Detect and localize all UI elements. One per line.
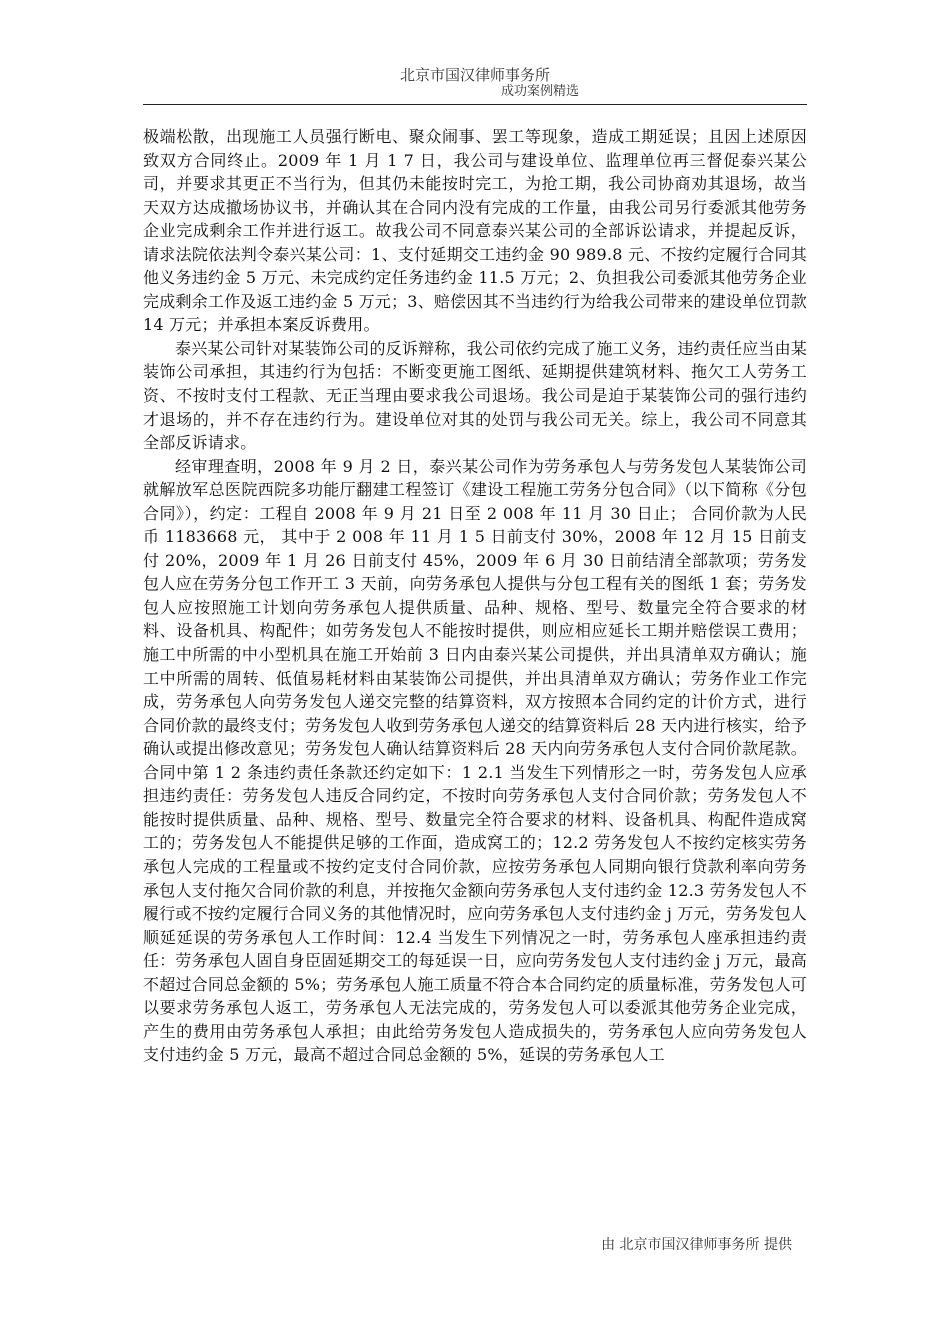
paragraph-findings: 经审理查明，2008 年 9 月 2 日，泰兴某公司作为劳务承包人与劳务发包人某装饰公司就解放军总医院西院多功能厅翻建工程签订《建设工程施工劳务分包合同》（以下简称《分包合同》），约定：工程自 2008 年 9 月 21 日至 2 008 年 11 月 30 日止； 合同价款为人民币 1183668 元， 其中于 2 008 年 11 月 1 5 日前支付 30%，2008 年 12 月 15 日前支付 20%，2009 年 1 月 26 日前支付 45%，2009 年 6 月 30 日前结清全部款项；劳务发包人应在劳务分包工作开工 3 天前，向劳务承包人提供与分包工程有关的图纸 1 套；劳务发包人应按照施工计划向劳务承包人提供质量、品种、规格、型号、数量完全符合要求的材料、设备机具、构配件；如劳务发包人不能按时提供，则应相应延长工期并赔偿误工费用；施工中所需的中小型机具在施工开始前 3 日内由泰兴某公司提供，并出具清单双方确认；施工中所需的周转、低值易耗材料由某装饰公司提供，并出具清单双方确认；劳务作业工作完成，劳务承包人向劳务发包人递交完整的结算资料，双方按照本合同约定的计价方式，进行合同价款的最终支付；劳务发包人收到劳务承包人递交的结算资料后 28 天内进行核实，给予确认或提出修改意见；劳务发包人确认结算资料后 28 天内向劳务承包人支付合同价款尾款。合同中第 1 2 条违约责任条款还约定如下：1 2.1 当发生下列情形之一时，劳务发包人应承担违约责任：劳务发包人违反合同约定，不按时向劳务承包人支付合同价款；劳务发包人不能按时提供质量、品种、规格、型号、数量完全符合要求的材料、设备机具、构配件造成窝工的；劳务发包人不能提供足够的工作面，造成窝工的；12.2 劳务发包人不按约定核实劳务承包人完成的工程量或不按约定支付合同价款，应按劳务承包人同期向银行贷款利率向劳务承包人支付拖欠合同价款的利息，并按拖欠金额向劳务承包人支付违约金 12.3 劳务发包人不履行或不按约定履行合同义务的其他情况时，应向劳务承包人支付违约金 j 万元，劳务发包人顺延延误的劳务承包人工作时间：12.4 当发生下列情况之一时，劳务承包人座承担违约责任：劳务承包人固自身臣固延期交工的每延误一日，应向劳务发包人支付违约金 j 万元，最高不超过合同总金额的 5%；劳务承包人施工质量不符合本合同约定的质量标准，劳务发包人可以要求劳务承包人返工，劳务承包人无法完成的，劳务发包人可以委派其他劳务企业完成，产生的费用由劳务承包人承担；由此给劳务发包人造成损失的，劳务承包人应向劳务发包人支付违约金 5 万元，最高不超过合同总金额的 5%，延误的劳务承包人工 <box>143 456 807 1065</box>
paragraph-continued: 极端松散，出现施工人员强行断电、聚众闹事、罢工等现象，造成工期延误；且因上述原因致双方合同终止。2009 年 1 月 1 7 日，我公司与建设单位、监理单位再三督促泰兴某公司，并要求其更正不当行为，但其仍未能按时完工，为抢工期，我公司协商劝其退场，故当天双方达成撤场协议书，并确认其在合同内没有完成的工作量，由我公司另行委派其他劳务企业完成剩余工作并进行返工。故我公司不同意泰兴某公司的全部诉讼请求，并提起反诉，请求法院依法判令泰兴某公司：1、支付延期交工违约金 90 989.8 元、不按约定履行合同其他义务违约金 5 万元、未完成约定任务违约金 11.5 万元；2、负担我公司委派其他劳务企业完成剩余工作及返工违约金 5 万元；3、赔偿因其不当违约行为给我公司带来的建设单位罚款 14 万元；并承担本案反诉费用。 <box>143 127 807 335</box>
page-header <box>143 66 807 105</box>
paragraph-defense: 泰兴某公司针对某装饰公司的反诉辩称，我公司依约完成了施工义务，违约责任应当由某装饰公司承担，其违约行为包括：不断变更施工图纸、延期提供建筑材料、拖欠工人劳务工资、不按时支付工程款、无正当理由要求我公司退场。我公司是迫于某装饰公司的强行违约才退场的，并不存在违约行为。建设单位对其的处罚与我公司无关。综上，我公司不同意其全部反诉请求。 <box>143 338 807 453</box>
document-body <box>143 125 807 1067</box>
page-footer: 由 北京市国汉律师事务所 提供 <box>601 1237 792 1253</box>
header-divider <box>143 104 807 105</box>
header-title: 北京市国汉律师事务所 <box>399 66 550 84</box>
header-subtitle: 成功案例精选 <box>500 84 579 99</box>
